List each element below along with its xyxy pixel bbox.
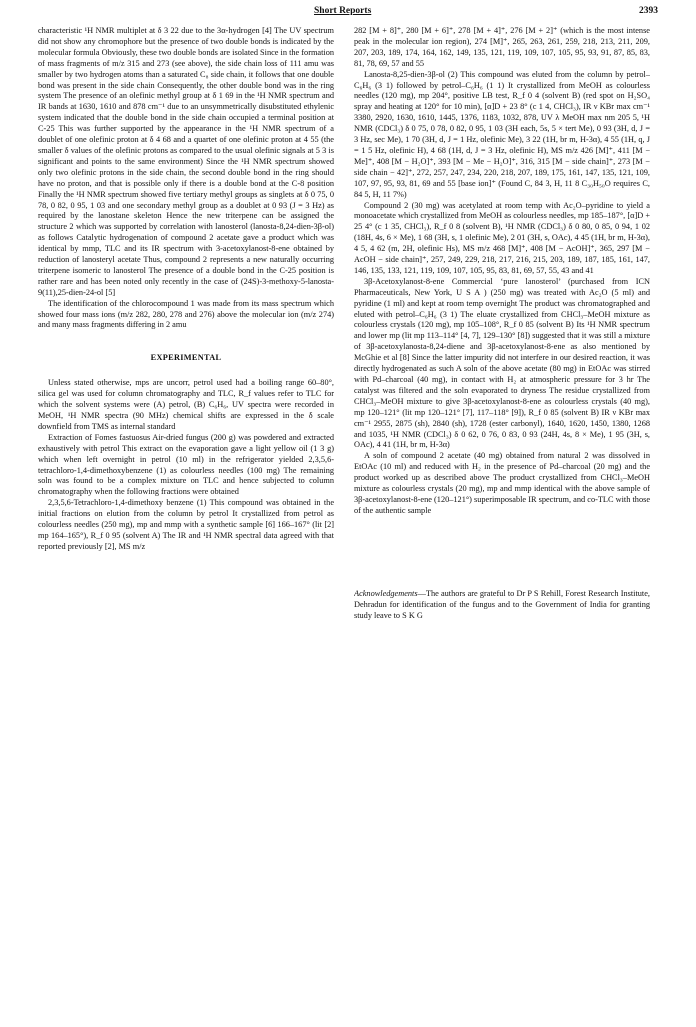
compound-paragraph: Compound 2 (30 mg) was acetylated at room temp with Ac₂O–pyridine to yield a monoacetate which crystallized from MeOH as colourless needles, mp 185–187°, [α]D + 25 4° (c 1 35, CHCl₃), R_f 0 8 (solvent B), ¹H NMR (CDCl₃) δ 0 80, 0 85, 0 94, 1 02 (18H, 4s, 6 × Me), 1 68 (3H, s, 1 olefinic Me), 2 01 (3H, s, OAc), 4 45 (1H, br m, H-3α), 4 5, 4 62 (m, 2H, olefinic Hs), MS m/z 468 [M]⁺, 408 [M − AcOH]⁺, 365, 297 [M − AcOH − side chain]⁺, 257, 249, 229, 218, 217, 216, 215, 203, 189, 187, 185, 161, 147, 146, 135, 133, 121, 119, 109, 107, 105, 95, 83, 81, 69, 57, 55, 43 and 41 <box>354 200 650 275</box>
page-number: 2393 <box>639 6 658 16</box>
section-heading-experimental: EXPERIMENTAL <box>150 353 222 363</box>
compound-paragraph: 3β-Acetoxylanost-8-ene Commercial ‘pure lanosterol’ (purchased from ICN Pharmaceuticals, New York, U S A ) (250 mg) was treated with Ac₂O (5 ml) and pyridine (1 ml) and kept at room temp overnight The product was chromatographed and eluted with petrol–C₆H₆ (3 1) The eluate crystallized from CHCl₃–MeOH mixture as colourless crystals (120 mg), mp 105–108°, R_f 0 85 (solvent B) Its ¹H NMR spectrum and lower mp (lit mp 113–114° [4, 7], 129–130° [8]) suggested that it was still a mixture of 3β-acetoxylanosta-8,24-diene and 3β-acetoxylanost-8-ene as also mentioned by McGhie et al [8] Since the latter impurity did not interfere in our desired reaction, it was directly hydrogenated as such A soln of the above acetate (80 mg) in EtOAc was stirred with Pd–charcoal (40 mg), in contact with H₂ at atmospheric pressure for 3 hr The catalyst was filtered and the soln evaporated to dryness The residue crystallized from CHCl₃–MeOH mixture to give 3β-acetoxylanost-8-ene as colourless crystals (40 mg), mp 120–121° (lit mp 120–121° [7], 117–118° [9]), R_f 0 85 (solvent B) IR ν KBr max cm⁻¹ 2955, 2875 (sh), 2840 (sh), 1728 (ester carbonyl), 1640, 1620, 1450, 1380, 1268 and 1035, ¹H NMR (CDCl₃) δ 0 62, 0 76, 0 83, 0 93 (24H, 4s, 8 × Me), 1 95 (3H, s, OAc), 4 41 (1H, br m, H-3α) <box>354 276 650 450</box>
journal-section-title: Short Reports <box>314 6 372 16</box>
discussion-paragraph: The identification of the chlorocompound 1 was made from its mass spectrum which showed four mass ions (m/z 282, 280, 278 and 276) above the molecular ion (m/z 274) and many mass fragments differing in 2 amu <box>38 298 334 330</box>
compound-paragraph: A soln of compound 2 acetate (40 mg) obtained from natural 2 was dissolved in EtOAc (10 ml) and reduced with H₂ in the presence of Pd–charcoal (20 mg) and the product worked up as described above The product crystallized from CHCl₃–MeOH mixture as colourless crystals (20 mg), mp and mmp identical with the above sample of 3β-acetoxylanost-8-ene (120–121°) superimposable IR spectrum, and co-TLC with those of the authentic sample <box>354 451 650 515</box>
acknowledgements <box>354 589 650 622</box>
right-column <box>354 26 650 1016</box>
acknowledgements-label: Acknowledgements <box>354 588 418 598</box>
experimental-paragraph: Unless stated otherwise, mps are uncorr, petrol used had a boiling range 60–80°, silica gel was used for column chromatography and TLC, R_f values refer to TLC for which the solvent systems were (A) petrol, (B) C₆H₆, UV spectra were recorded in MeOH, ¹H NMR spectra (90 MHz) chemical shifts are expressed in the δ scale downfield from TMS as internal standard <box>38 378 334 431</box>
running-header <box>276 6 658 20</box>
column-spacer <box>354 517 650 589</box>
left-column <box>38 26 334 1016</box>
discussion-paragraph: characteristic ¹H NMR multiplet at δ 3 22 due to the 3α-hydrogen [4] The UV spectrum did not show any chromophore but the presence of two double bonds is indicated by the molecular formula Obviously, these two double bonds are isolated Since in the formation of mass fragments of m/z 315 and 273 (see above), the side chain loss of 111 amu was smaller by two hydrogen atoms than a saturated C₈ side chain, it follows that one double bond was present in the side chain Consequently, the other double bond was in the ring system The presence of an olefinic methyl group at δ 1 69 in the ¹H NMR spectrum and IR bands at 1630, 1610 and 878 cm⁻¹ due to an unsymmetrically disubstituted ethylenic system indicated that the double bond in the side chain occupied a terminal position at C-25 This was further supported by the appearance in the ¹H NMR spectrum of a doublet of one olefinic proton at δ 4 68 and a quartet of one olefinic proton at 4 55 (the smaller δ values of the olefinic protons as compared to the usual olefinic signals at 5 3 is significant and points to the same environment) Since the ¹H NMR spectrum showed only two olefinic protons in the side chain, the second double bond in the ring should have no proton, and that is possible only if there is a double bond at the C-8 position Finally the ¹H NMR spectrum showed five tertiary methyl groups as singlets at δ 0 75, 0 78, 0 82, 0 95, 1 03 and one secondary methyl group as a doublet at 0 93 (J = 3 Hz) as required by the lanostane skeleton Hence the new triterpene can be assigned the structure 2 which was supported by correlation with lanosterol (lanosta-8,24-dien-3β-ol) as follows Catalytic hydrogenation of compound 2 acetate gave a product which was identical by mmp, TLC and its IR spectrum with 3-acetoxylanost-8-ene obtained by reduction of lanosteryl acetate Thus, compound 2 represents a new naturally occurring triterpene isomeric to lanosterol The presence of a double bond in the C-25 position is rather rare and has been noted only recently in the case of (24S)-3-methoxy-5-lanosta-9(11),25-dien-24-ol [5] <box>38 26 334 297</box>
compound-paragraph: Lanosta-8,25-dien-3β-ol (2) This compound was eluted from the column by petrol–C₆H₆ (3 1) followed by petrol–C₆H₆ (1 1) It crystallized from MeOH as colourless needles (120 mg), mp 204°, positive LB test, R_f 0 4 (solvent B) (red spot on H₂SO₄ spray and heating at 120° for 10 min), [α]D + 23 8° (c 1 4, CHCl₃), IR ν KBr max cm⁻¹ 3380, 2920, 1630, 1610, 1445, 1376, 1183, 1032, 878, UV λ MeOH max nm 205 5, ¹H NMR (CDCl₃) δ 0 75, 0 78, 0 82, 0 95, 1 03 (3H each, 5s, 5 × tert Me), 0 93 (3H, d, J = 3 Hz, sec Me), 1 70 (3H, d, J = 1 Hz, olefinic Me), 3 22 (1H, br m, H-3α), 4 55 (1H, q, J = 1 5 Hz, olefinic H), 4 68 (1H, d, J = 3 Hz, olefinic H), MS m/z 426 [M]⁺, 411 [M − Me]⁺, 408 [M − H₂O]⁺, 393 [M − Me − H₂O]⁺, 316, 315 [M − side chain]⁺, 273 [M − side chain − 42]⁺, 272, 257, 247, 234, 220, 218, 207, 189, 175, 161, 147, 135, 121, 109, 107, 97, 95, 93, 81, 69 and 55 [base ion]⁺ (Found C, 84 3, H, 11 8 C₃₀H₅₀O requires C, 84 5, H, 11 7%) <box>354 69 650 199</box>
experimental-paragraph: Extraction of Fomes fastuosus Air-dried fungus (200 g) was powdered and extracted exhaustively with petrol This extract on the evaporation gave a light yellow oil (1 3 g) which when left overnight in petrol (10 ml) in the refrigerator yielded 2,3,5,6-tetrachloro-1,4-dimethoxybenzene (1) as colourless needles (100 mg) The remaining soln was found to be a complex mixture on TLC and hence subjected to column chromatography when the following fractions were obtained <box>38 432 334 497</box>
acknowledgements-text: —The authors are grateful to Dr P S Rehill, Forest Research Institute, Dehradun for identification of the fungus and to the Government of India for granting study leave to S K G <box>354 588 650 620</box>
ms-data-paragraph: 282 [M + 8]⁺, 280 [M + 6]⁺, 278 [M + 4]⁺, 276 [M + 2]⁺ (which is the most intense peak in the molecular ion region), 274 [M]⁺, 265, 263, 261, 259, 218, 213, 211, 209, 207, 203, 189, 174, 164, 162, 149, 135, 121, 119, 109, 107, 105, 95, 93, 91, 87, 85, 83, 81, 78, 69, 57 and 55 <box>354 26 650 68</box>
experimental-paragraph: 2,3,5,6-Tetrachloro-1,4-dimethoxy benzene (1) This compound was obtained in the initial fractions on elution from the column by petrol It crystallized from petrol as colourless needles (250 mg), mp and mmp with a synthetic sample [6] 166–167° (lit [2] mp 164–165°), R_f 0 95 (solvent A) The IR and ¹H NMR spectral data agreed with that reported previously [2], MS m/z <box>38 498 334 551</box>
